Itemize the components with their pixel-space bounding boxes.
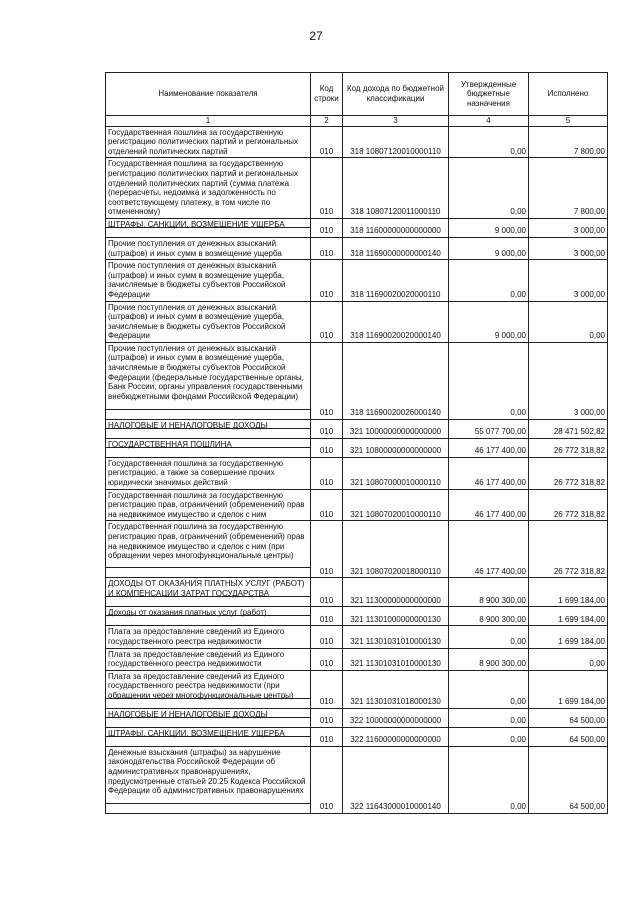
table-row [106,158,608,219]
indicator-name: Прочие поступления от денежных взысканий (штрафов) и иных сумм в возмещение ущерба, зачисляемые в бюджеты субъектов Российской Федерации [108,302,286,341]
line-code-cell: 010 [311,607,343,626]
indicator-name-cell [106,218,311,237]
income-code-cell: 321 11301000000000130 [343,607,449,626]
executed-amount-cell: 64 500,00 [529,708,608,727]
income-code-cell: 321 10000000000000000 [343,419,449,438]
table-row [106,670,608,708]
line-code-cell: 010 [311,746,343,813]
column-number-row [106,116,608,127]
cell-divider [106,698,311,699]
indicator-name: Государственная пошлина за государственную регистрацию политических партий и региональных отделений политических партий [108,127,298,156]
indicator-name: Прочие поступления от денежных взысканий (штрафов) и иных сумм в возмещение ущерба [108,238,282,258]
budget-execution-table [105,72,608,814]
table-row [106,260,608,301]
cell-divider [106,803,311,804]
indicator-name-cell [106,301,311,342]
table-row [106,126,608,158]
executed-amount-cell: 26 772 318,82 [529,489,608,521]
approved-amount-cell: 0,00 [449,126,529,158]
indicator-name: Плата за предоставление сведений из Единого государственного реестра недвижимости [108,649,285,669]
cell-divider [106,567,311,568]
executed-amount-cell: 64 500,00 [529,727,608,746]
approved-amount-cell: 46 177 400,00 [449,457,529,489]
line-code-cell: 010 [311,438,343,457]
indicator-name-cell [106,746,311,813]
table-row [106,607,608,626]
approved-amount-cell: 0,00 [449,342,529,419]
line-code-cell: 010 [311,489,343,521]
indicator-name-cell [106,708,311,727]
income-code-cell: 321 10807020010000110 [343,489,449,521]
approved-amount-cell: 0,00 [449,727,529,746]
income-code-cell: 318 10807120011000110 [343,158,449,219]
cell-divider [106,736,311,737]
table-row [106,218,608,237]
indicator-name-cell [106,260,311,301]
income-code-cell: 321 11301031010000130 [343,626,449,648]
indicator-name-cell [106,670,311,708]
line-code-cell: 010 [311,648,343,670]
indicator-name: Прочие поступления от денежных взысканий (штрафов) и иных сумм в возмещение ущерба, зачисляемые в бюджеты субъектов Российской Федерации [108,261,286,299]
indicator-name-cell [106,158,311,219]
indicator-name-cell [106,438,311,457]
cell-divider [106,409,311,410]
income-code-cell: 318 11690020026000140 [343,342,449,419]
income-code-cell: 321 10807000010000110 [343,457,449,489]
income-code-cell: 318 11690020020000140 [343,301,449,342]
executed-amount-cell: 26 772 318,82 [529,457,608,489]
approved-amount-cell: 55 077 700,00 [449,419,529,438]
indicator-name: НАЛОГОВЫЕ И НЕНАЛОГОВЫЕ ДОХОДЫ [108,420,268,430]
executed-amount-cell: 1 699 184,00 [529,670,608,708]
approved-amount-cell: 9 000,00 [449,218,529,237]
indicator-name-cell [106,126,311,158]
table-row [106,746,608,813]
approved-amount-cell: 46 177 400,00 [449,438,529,457]
page-number: 27 [309,29,323,43]
income-code-cell: 318 11690020020000110 [343,260,449,301]
executed-amount-cell: 1 699 184,00 [529,626,608,648]
indicator-name: Плата за предоставление сведений из Единого государственного реестра недвижимости [108,627,285,647]
line-code-cell: 010 [311,342,343,419]
line-code-cell: 010 [311,457,343,489]
indicator-name-cell [106,457,311,489]
approved-amount-cell: 8 900 300,00 [449,648,529,670]
indicator-name: Плата за предоставление сведений из Единого государственного реестра недвижимости (при обращении через многофункциональные центры) [108,671,294,700]
approved-amount-cell: 46 177 400,00 [449,489,529,521]
header-executed: Исполнено [529,73,608,116]
indicator-name: ГОСУДАРСТВЕННАЯ ПОШЛИНА [108,439,232,449]
executed-amount-cell: 28 471 502,82 [529,419,608,438]
header-line-code: Код строки [311,73,343,116]
table-row [106,708,608,727]
approved-amount-cell: 0,00 [449,708,529,727]
income-code-cell: 321 11301031010000130 [343,648,449,670]
executed-amount-cell: 0,00 [529,648,608,670]
table-row [106,489,608,521]
income-code-cell: 322 11643000010000140 [343,746,449,813]
line-code-cell: 010 [311,578,343,607]
cell-divider [106,227,311,228]
approved-amount-cell: 8 900 300,00 [449,578,529,607]
header-approved: Утвержденные бюджетные назначения [449,73,529,116]
executed-amount-cell: 7 800,00 [529,158,608,219]
indicator-name-cell [106,607,311,626]
line-code-cell: 010 [311,521,343,578]
table-row [106,438,608,457]
line-code-cell: 010 [311,708,343,727]
line-code-cell: 010 [311,237,343,259]
indicator-name-cell [106,648,311,670]
approved-amount-cell: 0,00 [449,626,529,648]
line-code-cell: 010 [311,727,343,746]
approved-amount-cell: 9 000,00 [449,237,529,259]
cell-divider [106,428,311,429]
approved-amount-cell: 9 000,00 [449,301,529,342]
indicator-name: ДОХОДЫ ОТ ОКАЗАНИЯ ПЛАТНЫХ УСЛУГ (РАБОТ) И КОМПЕНСАЦИИ ЗАТРАТ ГОСУДАРСТВА [108,579,305,599]
indicator-name: Государственная пошлина за государственную регистрацию политических партий и региональных отделений политических партий (сумма платежа (перерасчеты, недоимка и задолженность по соответствующему платежу, в том числе по отмененному) [108,159,298,217]
executed-amount-cell: 7 800,00 [529,126,608,158]
table-row [106,626,608,648]
executed-amount-cell: 3 000,00 [529,218,608,237]
column-number: 3 [343,116,449,127]
indicator-name: НАЛОГОВЫЕ И НЕНАЛОГОВЫЕ ДОХОДЫ [108,709,268,719]
table-row [106,457,608,489]
income-code-cell: 321 10800000000000000 [343,438,449,457]
income-code-cell: 318 11690000000000140 [343,237,449,259]
line-code-cell: 010 [311,126,343,158]
table-row [106,648,608,670]
approved-amount-cell: 0,00 [449,260,529,301]
indicator-name: Прочие поступления от денежных взысканий (штрафов) и иных сумм в возмещение ущерба, зачисляемые в бюджеты субъектов Российской Федерации (федеральные государственные органы, Банк России, органы управления государственными внебюджетными фондами Российской Федерации) [108,343,304,401]
approved-amount-cell: 46 177 400,00 [449,521,529,578]
line-code-cell: 010 [311,419,343,438]
header-name: Наименование показателя [106,73,311,116]
income-code-cell: 321 11300000000000000 [343,578,449,607]
cell-divider [106,717,311,718]
income-code-cell: 321 10807020018000110 [343,521,449,578]
approved-amount-cell: 0,00 [449,746,529,813]
column-number: 1 [106,116,311,127]
executed-amount-cell: 1 699 184,00 [529,607,608,626]
approved-amount-cell: 8 900 300,00 [449,607,529,626]
line-code-cell: 010 [311,158,343,219]
executed-amount-cell: 64 500,00 [529,746,608,813]
approved-amount-cell: 0,00 [449,158,529,219]
header-row [106,73,608,116]
table-row [106,237,608,259]
cell-divider [106,596,311,597]
income-code-cell: 321 11301031018000130 [343,670,449,708]
table-row [106,578,608,607]
indicator-name-cell [106,419,311,438]
cell-divider [106,447,311,448]
income-code-cell: 318 10807120010000110 [343,126,449,158]
indicator-name: Государственная пошлина за государственную регистрацию, а также за совершение прочих юридически значимых действий [108,458,284,488]
indicator-name-cell [106,237,311,259]
indicator-name-cell [106,626,311,648]
indicator-name-cell [106,342,311,419]
indicator-name-cell [106,727,311,746]
table-row [106,521,608,578]
column-number: 2 [311,116,343,127]
executed-amount-cell: 1 699 184,00 [529,578,608,607]
indicator-name: Доходы от оказания платных услуг (работ) [108,608,267,618]
line-code-cell: 010 [311,626,343,648]
executed-amount-cell: 26 772 318,82 [529,438,608,457]
indicator-name: Денежные взыскания (штрафы) за нарушение законодательства Российской Федерации об административных правонарушениях, предусмотренные статьей 20.25 Кодекса Российской Федерации об административных правонарушениях [108,747,306,796]
line-code-cell: 010 [311,218,343,237]
executed-amount-cell: 0,00 [529,301,608,342]
executed-amount-cell: 3 000,00 [529,260,608,301]
column-number: 5 [529,116,608,127]
line-code-cell: 010 [311,670,343,708]
line-code-cell: 010 [311,260,343,301]
indicator-name: Государственная пошлина за государственную регистрацию прав, ограничений (обременений) прав на недвижимое имущество и сделок с ним [108,490,305,519]
approved-amount-cell: 0,00 [449,670,529,708]
indicator-name-cell [106,521,311,578]
table-row [106,301,608,342]
executed-amount-cell: 3 000,00 [529,237,608,259]
cell-divider [106,615,311,616]
indicator-name-cell [106,489,311,521]
executed-amount-cell: 26 772 318,82 [529,521,608,578]
line-code-cell: 010 [311,301,343,342]
table-row [106,342,608,419]
table-row [106,419,608,438]
table-row [106,727,608,746]
indicator-name-cell [106,578,311,607]
indicator-name: ШТРАФЫ, САНКЦИИ, ВОЗМЕЩЕНИЕ УЩЕРБА [108,728,285,738]
executed-amount-cell: 3 000,00 [529,342,608,419]
header-income-code: Код дохода по бюджетной классификации [343,73,449,116]
income-code-cell: 318 11600000000000000 [343,218,449,237]
column-number: 4 [449,116,529,127]
income-code-cell: 322 11600000000000000 [343,727,449,746]
indicator-name: Государственная пошлина за государственную регистрацию прав, ограничений (обременений) прав на недвижимое имущество и сделок с ним (при обращении через многофункциональные центры) [108,522,305,561]
income-code-cell: 322 10000000000000000 [343,708,449,727]
indicator-name: ШТРАФЫ, САНКЦИИ, ВОЗМЕЩЕНИЕ УЩЕРБА [108,219,285,229]
